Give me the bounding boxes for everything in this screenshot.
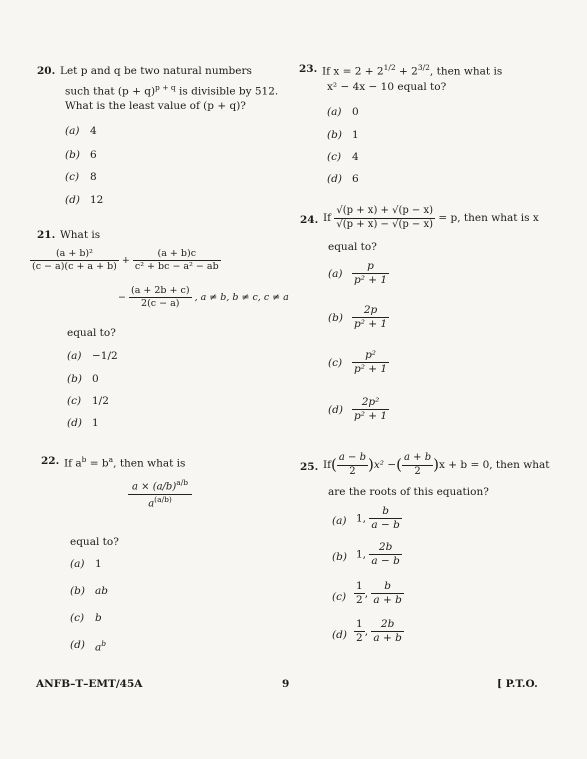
- q25-option-c-value: $\frac{1}{2}$ , $\frac{b}{a + b}$: [356, 580, 402, 607]
- footer-page-number: 9: [282, 678, 290, 690]
- q22-expression: $\frac{a \times (a/b)^{a/b}}{a^{(a/b)}}$: [128, 478, 192, 511]
- q23-option-b-value: 1: [352, 129, 359, 141]
- q20-option-c-label: (c): [65, 171, 80, 183]
- q22-equal-to: equal to?: [70, 536, 119, 548]
- q25-option-a-value: 1, $\frac{b}{a - b}$: [356, 505, 400, 532]
- q20-text-line1: Let p and q be two natural numbers: [60, 65, 252, 77]
- q25-option-a-label: (a): [332, 515, 347, 527]
- q23-option-b-label: (b): [327, 129, 342, 141]
- q24-option-b-label: (b): [328, 312, 343, 324]
- q22-option-b-label: (b): [70, 585, 85, 597]
- q22-option-d-value: $a^b$: [95, 639, 107, 654]
- q24-expression: If $\frac{√(p + x) + √(p - x)}{√(p + x) - √(p - x)}$ = p, then what is x: [323, 205, 539, 230]
- q22-option-a-label: (a): [70, 558, 85, 570]
- q21-option-c-label: (c): [67, 395, 82, 407]
- q21-expression-line2: − $\frac{(a + 2b + c)}{2(c - a)}$ , a ≠ b, b ≠ c, c ≠ a: [118, 285, 289, 309]
- q24-option-b-value: $\frac{2p}{\text{p² + 1}}$: [354, 304, 388, 331]
- q24-option-d-label: (d): [328, 404, 343, 416]
- q20-option-a-label: (a): [65, 125, 80, 137]
- q25-option-c-label: (c): [332, 591, 347, 603]
- q24-option-c-value: $\frac{\text{p²}}{\text{p² + 1}}$: [354, 349, 388, 376]
- q23-option-d-value: 6: [352, 173, 359, 185]
- q23-option-c-value: 4: [352, 151, 359, 163]
- q21-option-b-label: (b): [67, 373, 82, 385]
- q22-option-a-value: 1: [95, 558, 102, 570]
- q23-option-a-label: (a): [327, 106, 342, 118]
- q25-text-line2: are the roots of this equation?: [328, 486, 489, 498]
- q23-number: 23.: [299, 63, 318, 75]
- q23-text-line2: x² − 4x − 10 equal to?: [327, 81, 447, 93]
- footer-code: ANFB–T–EMT/45A: [36, 678, 143, 690]
- q21-expression-line1: $\frac{\text{(a + b)²}}{(c - a)(c + a + b)}$ + $\frac{(a + b)c}{\text{c² + bc − a² − ab}}$: [32, 248, 219, 272]
- q24-option-a-label: (a): [328, 268, 343, 280]
- q21-equal-to: equal to?: [67, 327, 116, 339]
- q24-option-d-value: $\frac{\text{2p²}}{\text{p² + 1}}$: [354, 396, 388, 423]
- q25-option-b-label: (b): [332, 551, 347, 563]
- q22-option-b-value: ab: [95, 585, 108, 597]
- q23-option-a-value: 0: [352, 106, 359, 118]
- q22-number: 22.: [41, 455, 60, 467]
- q23-option-d-label: (d): [327, 173, 342, 185]
- q20-number: 20.: [37, 65, 56, 77]
- q21-option-b-value: 0: [92, 373, 99, 385]
- q25-expression: If( $\frac{a - b}{2}$ )x² −( $\frac{a + b}{2}$ )x + b = 0, then what: [323, 452, 550, 477]
- q25-option-b-value: 1, $\frac{2b}{a - b}$: [356, 541, 400, 568]
- q25-option-d-value: $\frac{1}{2}$ , $\frac{2b}{a + b}$: [356, 618, 402, 645]
- q22-text: If $a^b = b^a$, then what is: [64, 455, 186, 470]
- q21-option-c-value: 1/2: [92, 395, 109, 407]
- q21-number: 21.: [37, 229, 56, 241]
- q20-option-d-label: (d): [65, 194, 80, 206]
- q20-option-b-label: (b): [65, 149, 80, 161]
- q23-text-line1: If $x = 2 + 2^{1/2} + 2^{3/2}$, then what is: [322, 63, 503, 78]
- q24-number: 24.: [300, 214, 319, 226]
- q20-option-b-value: 6: [90, 149, 97, 161]
- q23-option-c-label: (c): [327, 151, 342, 163]
- q21-option-a-value: −1/2: [92, 350, 118, 362]
- q24-option-c-label: (c): [328, 357, 343, 369]
- footer-pto: [ P.T.O.: [497, 678, 538, 690]
- q25-option-d-label: (d): [332, 629, 347, 641]
- q22-option-c-value: b: [95, 612, 102, 624]
- q21-option-d-value: 1: [92, 417, 99, 429]
- q21-option-d-label: (d): [67, 417, 82, 429]
- q24-option-a-value: $\frac{p}{\text{p² + 1}}$: [354, 260, 388, 287]
- q24-equal-to: equal to?: [328, 241, 377, 253]
- q20-text-line3: What is the least value of (p + q)?: [65, 100, 246, 112]
- q21-option-a-label: (a): [67, 350, 82, 362]
- q20-option-a-value: 4: [90, 125, 97, 137]
- q22-option-d-label: (d): [70, 639, 85, 651]
- q25-number: 25.: [300, 461, 319, 473]
- q20-option-d-value: 12: [90, 194, 104, 206]
- q21-text: What is: [60, 229, 101, 241]
- q20-option-c-value: 8: [90, 171, 97, 183]
- q22-option-c-label: (c): [70, 612, 85, 624]
- q20-text-line2: such that $(p + q)^{p + q}$ is divisible by 512.: [65, 83, 279, 98]
